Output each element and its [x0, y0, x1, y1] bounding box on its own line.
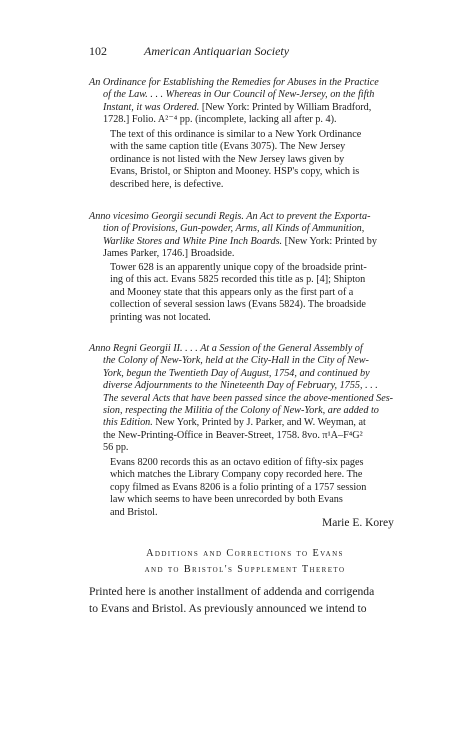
italic-text: York, begun the Twentieth Day of August, 1754, and continued by	[103, 367, 370, 379]
italic-text: Anno vicesimo Georgii secundi Regis. An Act to prevent the Exporta-	[89, 211, 371, 222]
note-line: printing was not located.	[110, 311, 211, 323]
note-line: and Bristol.	[110, 506, 158, 518]
entry-line	[89, 442, 401, 454]
note-line: ordinance is not listed with the New Jersey laws given by	[110, 153, 345, 165]
note-line: copy filmed as Evans 8206 is a folio printing of a 1757 session	[110, 481, 367, 493]
bibliographic-entry	[89, 77, 401, 127]
entry-line	[89, 102, 401, 114]
roman-text: 56 pp.	[103, 442, 129, 454]
italic-text: this Edition.	[103, 417, 156, 429]
entry-note	[89, 262, 401, 324]
note-line: Tower 628 is an apparently unique copy of the broadside print-	[110, 262, 367, 273]
italic-text: diverse Adjournments to the Nineteenth Day of February, 1755, . . .	[103, 380, 378, 392]
signature: Marie E. Korey	[322, 517, 394, 529]
italic-text: An Ordinance for Establishing the Remedies for Abuses in the Practice	[89, 77, 379, 88]
body-paragraph	[89, 583, 401, 617]
entry-line	[89, 355, 401, 367]
italic-text: Warlike Stores and White Pine Inch Boards.	[103, 235, 285, 247]
entry-line	[89, 368, 401, 380]
italic-text: the Colony of New-York, held at the City-Hall in the City of New-	[103, 355, 369, 367]
roman-text: [New York: Printed by William Bradford,	[201, 101, 372, 113]
note-line: The text of this ordinance is similar to a New York Ordinance	[110, 129, 362, 140]
entry-line	[89, 77, 401, 89]
section-heading-line-1: Additions and Corrections to Evans	[146, 548, 344, 559]
note-line: described here, is defective.	[110, 178, 224, 190]
section-heading-line-2: and to Bristol's Supplement Thereto	[144, 564, 346, 575]
bibliographic-entry	[89, 211, 401, 261]
entry-note	[89, 129, 401, 191]
entry-line	[89, 248, 401, 260]
entry-line	[89, 380, 401, 392]
roman-text: New York, Printed by J. Parker, and W. Weyman, at	[155, 417, 366, 429]
running-title: American Antiquarian Society	[144, 44, 290, 58]
entry-line	[89, 393, 401, 405]
page-number: 102	[89, 44, 107, 58]
entry-line	[89, 211, 401, 223]
note-line: Evans, Bristol, or Shipton and Mooney. HSP's copy, which is	[110, 166, 360, 178]
note-line: which matches the Library Company copy recorded here. The	[110, 469, 363, 481]
entry-line	[89, 343, 401, 355]
italic-text: The several Acts that have been passed since the above-mentioned Ses-	[103, 392, 394, 404]
bibliographic-entry	[89, 343, 401, 455]
note-line: law which seems to have been unrecorded by both Evans	[110, 494, 343, 506]
roman-text: the New-Printing-Office in Beaver-Street, 1758. 8vo. π¹A–F⁴G²	[103, 429, 363, 441]
entry-line	[89, 405, 401, 417]
entry-line	[89, 236, 401, 248]
italic-text: sion, respecting the Militia of the Colony of New-York, are added to	[103, 405, 379, 417]
page-header	[89, 44, 401, 60]
entry-line	[89, 114, 401, 126]
note-line: ing of this act. Evans 5825 recorded this title as p. [4]; Shipton	[110, 274, 366, 286]
note-line: and Mooney state that this appears only as the first part of a	[110, 286, 354, 298]
entry-note	[89, 457, 401, 519]
roman-text: 1728.] Folio. A²⁻⁴ pp. (incomplete, lacking all after p. 4).	[103, 114, 337, 126]
italic-text: of the Law. . . . Whereas in Our Council of New-Jersey, on the fifth	[103, 89, 375, 101]
italic-text: Anno Regni Georgii II. . . . At a Session of the General Assembly of	[89, 343, 363, 354]
entry-line	[89, 417, 401, 429]
entry-line	[89, 223, 401, 235]
entry-line	[89, 89, 401, 101]
entry-line	[89, 430, 401, 442]
note-line: collection of several session laws (Evans 5824). The broadside	[110, 299, 366, 311]
roman-text: James Parker, 1746.] Broadside.	[103, 248, 235, 260]
roman-text: [New York: Printed by	[284, 235, 377, 247]
body-line: to Evans and Bristol. As previously announced we intend to	[89, 602, 367, 615]
italic-text: tion of Provisions, Gun-powder, Arms, all Kinds of Ammunition,	[103, 223, 365, 235]
italic-text: Instant, it was Ordered.	[103, 101, 202, 113]
note-line: Evans 8200 records this as an octavo edition of fifty-six pages	[110, 457, 364, 468]
note-line: with the same caption title (Evans 3075). The New Jersey	[110, 141, 346, 153]
body-line: Printed here is another installment of addenda and corrigenda	[89, 585, 375, 598]
